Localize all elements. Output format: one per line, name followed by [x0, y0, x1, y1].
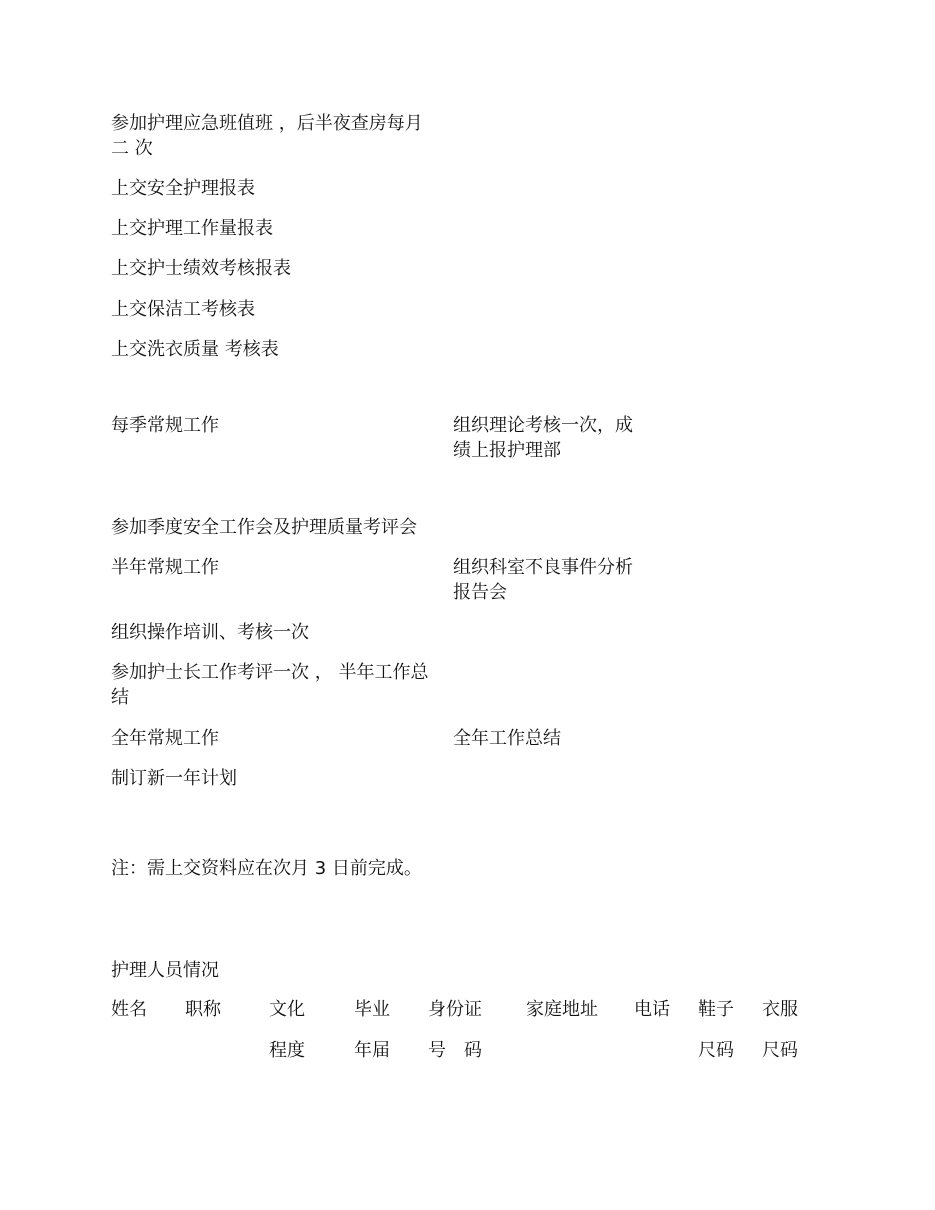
half-year-review-line2: 结 — [111, 687, 129, 708]
monthly-cleaner-assessment: 上交保洁工考核表 — [111, 299, 255, 320]
header-title: 职称 — [185, 999, 221, 1020]
staff-title: 护理人员情况 — [111, 960, 219, 981]
half-year-heading: 半年常规工作 — [111, 557, 219, 578]
header-name: 姓名 — [111, 999, 147, 1020]
header-shoe-size-line1: 鞋子 — [698, 999, 734, 1020]
quarterly-heading: 每季常规工作 — [111, 415, 219, 436]
annual-right: 全年工作总结 — [453, 728, 561, 749]
header-graduation-line2: 年届 — [354, 1040, 390, 1061]
monthly-emergency-line1: 参加护理应急班值班 ，后半夜查房每月 — [111, 113, 423, 134]
annual-heading: 全年常规工作 — [111, 728, 219, 749]
header-clothes-size-line1: 衣服 — [762, 999, 798, 1020]
monthly-emergency-line2: 二 次 — [111, 138, 153, 159]
quarterly-safety-meeting: 参加季度安全工作会及护理质量考评会 — [111, 517, 417, 538]
monthly-workload-report: 上交护理工作量报表 — [111, 218, 273, 239]
header-shoe-size-line2: 尺码 — [698, 1040, 734, 1061]
header-phone: 电话 — [634, 999, 670, 1020]
half-year-operation-training: 组织操作培训、考核一次 — [111, 622, 309, 643]
half-year-right-line1: 组织科室不良事件分析 — [453, 557, 633, 578]
monthly-safety-report: 上交安全护理报表 — [111, 178, 255, 199]
header-id-line2: 号 码 — [428, 1040, 482, 1061]
header-address: 家庭地址 — [526, 999, 598, 1020]
monthly-performance-report: 上交护士绩效考核报表 — [111, 258, 291, 279]
header-graduation-line1: 毕业 — [354, 999, 390, 1020]
quarterly-right-line1: 组织理论考核一次，成 — [453, 415, 633, 436]
header-education-line1: 文化 — [269, 999, 305, 1020]
half-year-review-line1: 参加护士长工作考评一次 ， 半年工作总 — [111, 662, 429, 683]
submission-note: 注：需上交资料应在次月 3 日前完成。 — [111, 858, 422, 879]
quarterly-right-line2: 绩上报护理部 — [453, 440, 561, 461]
header-clothes-size-line2: 尺码 — [762, 1040, 798, 1061]
header-id-line1: 身份证 — [428, 999, 482, 1020]
header-education-line2: 程度 — [269, 1040, 305, 1061]
monthly-laundry-assessment: 上交洗衣质量 考核表 — [111, 339, 279, 360]
annual-new-plan: 制订新一年计划 — [111, 768, 237, 789]
half-year-right-line2: 报告会 — [453, 582, 507, 603]
